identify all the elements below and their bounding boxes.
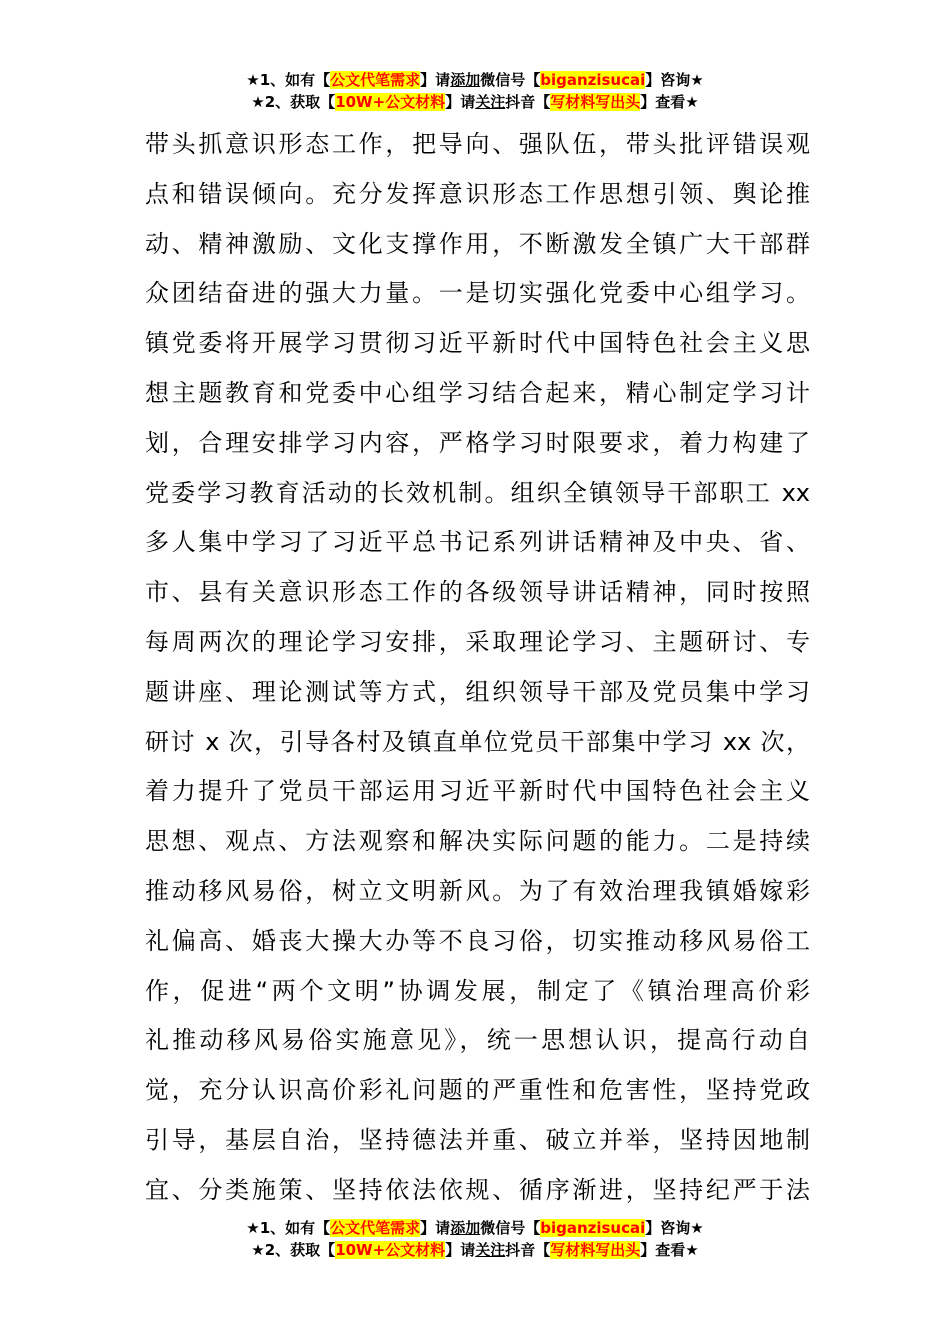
body-line: 党委学习教育活动的长效机制。组织全镇领导干部职工 xx [145,478,810,507]
body-line: 礼推动移风易俗实施意见》，统一思想认识，提高行动自 [145,1026,810,1055]
body-line: 镇党委将开展学习贯彻习近平新时代中国特色社会主义思 [145,329,810,358]
highlight-douyin-account: 写材料写出头 [550,1241,641,1259]
highlight-materials: 10W+公文材料 [335,93,446,111]
body-line: 研讨 x 次，引导各村及镇直单位党员干部集中学习 xx 次， [145,727,810,756]
banner-line-1: ★1、如有【公文代笔需求】请添加微信号【biganzisucai】咨询★ [246,1219,704,1237]
body-line: 点和错误倾向。充分发挥意识形态工作思想引领、舆论推 [145,179,810,208]
body-line: 礼偏高、婚丧大操大办等不良习俗，切实推动移风易俗工 [145,926,810,955]
banner-line-2: ★2、获取【10W+公文材料】请关注抖音【写材料写出头】查看★ [251,93,699,111]
footer-banner [0,1217,950,1261]
banner-line-1: ★1、如有【公文代笔需求】请添加微信号【biganzisucai】咨询★ [246,71,704,89]
body-line: 思想、观点、方法观察和解决实际问题的能力。二是持续 [145,827,810,856]
body-line: 划，合理安排学习内容，严格学习时限要求，着力构建了 [145,428,810,457]
body-line: 市、县有关意识形态工作的各级领导讲话精神，同时按照 [145,578,810,607]
body-line: 带头抓意识形态工作，把导向、强队伍，带头批评错误观 [145,130,810,158]
highlight-douyin-account: 写材料写出头 [550,93,641,111]
body-line: 引导，基层自治，坚持德法并重、破立并举，坚持因地制 [145,1125,810,1154]
document-body [145,120,810,1216]
body-line: 作，促进“两个文明”协调发展，制定了《镇治理高价彩 [145,976,810,1005]
body-line: 题讲座、理论测试等方式，组织领导干部及党员集中学习 [145,677,810,706]
highlight-writing-service: 公文代笔需求 [330,1219,421,1237]
highlight-materials: 10W+公文材料 [335,1241,446,1259]
highlight-writing-service: 公文代笔需求 [330,71,421,89]
body-line: 众团结奋进的强大力量。一是切实强化党委中心组学习。 [145,279,810,308]
body-line: 宜、分类施策、坚持依法依规、循序渐进，坚持纪严于法 [145,1175,810,1204]
body-line: 每周两次的理论学习安排，采取理论学习、主题研讨、专 [145,627,810,656]
highlight-wechat-id: biganzisucai [540,1219,646,1237]
body-line: 着力提升了党员干部运用习近平新时代中国特色社会主义 [145,777,810,806]
header-banner [0,69,950,113]
highlight-wechat-id: biganzisucai [540,71,646,89]
body-line: 多人集中学习了习近平总书记系列讲话精神及中央、省、 [145,528,810,557]
body-line: 想主题教育和党委中心组学习结合起来，精心制定学习计 [145,378,810,407]
body-line: 推动移风易俗，树立文明新风。为了有效治理我镇婚嫁彩 [145,876,810,905]
body-line: 动、精神激励、文化支撑作用，不断激发全镇广大干部群 [145,229,810,258]
banner-line-2: ★2、获取【10W+公文材料】请关注抖音【写材料写出头】查看★ [251,1241,699,1259]
body-line: 觉，充分认识高价彩礼问题的严重性和危害性，坚持党政 [145,1076,810,1105]
